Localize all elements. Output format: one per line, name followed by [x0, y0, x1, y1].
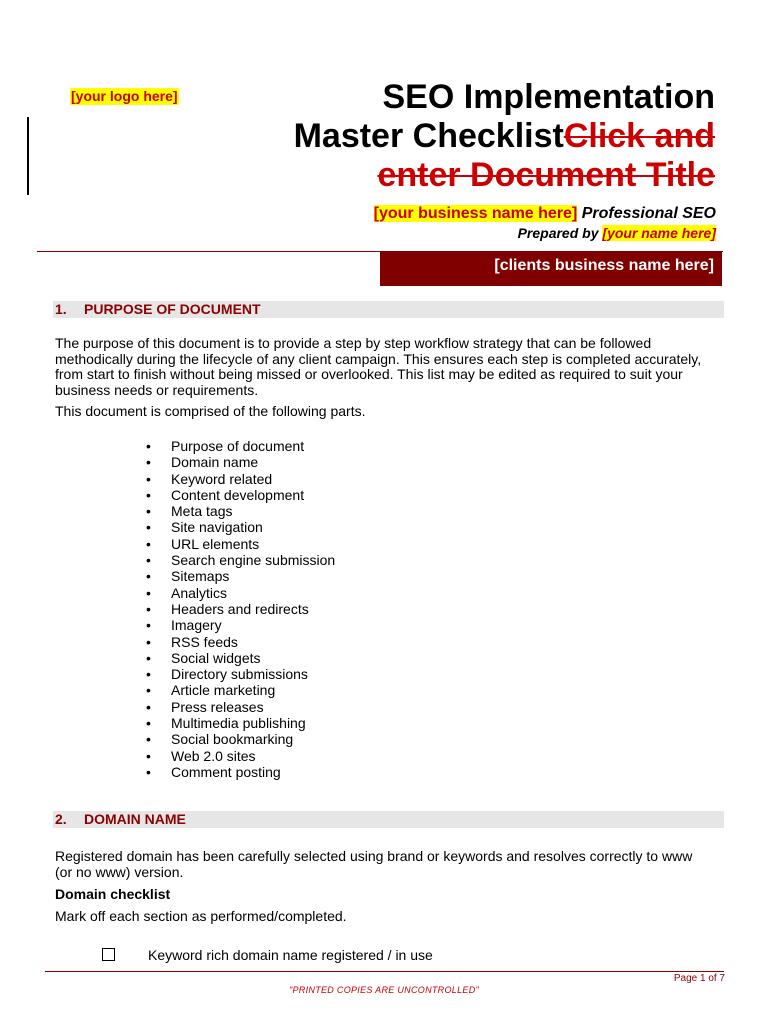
list-item: • URL elements	[145, 536, 335, 552]
list-item: • Multimedia publishing	[145, 715, 335, 731]
list-item: • Imagery	[145, 617, 335, 633]
list-item: • Web 2.0 sites	[145, 748, 335, 764]
list-item: • Meta tags	[145, 503, 335, 519]
parts-intro: This document is comprised of the following parts.	[55, 403, 366, 419]
list-item: • Directory submissions	[145, 666, 335, 682]
domain-registered-checkbox[interactable]	[102, 948, 115, 961]
list-item: • Site navigation	[145, 519, 335, 535]
checklist-instruction: Mark off each section as performed/completed.	[55, 908, 347, 924]
domain-paragraph	[55, 849, 720, 880]
list-item: • Domain name	[145, 454, 335, 470]
list-item: • Article marketing	[145, 682, 335, 698]
prepared-by-line	[518, 225, 716, 242]
purpose-line-4: business needs or requirements.	[55, 381, 259, 398]
purpose-paragraph	[55, 336, 720, 398]
list-item: • Comment posting	[145, 764, 335, 780]
prepared-by-placeholder: [your name here]	[602, 225, 716, 241]
list-item: • Search engine submission	[145, 552, 335, 568]
list-item: • RSS feeds	[145, 634, 335, 650]
list-item: • Keyword related	[145, 471, 335, 487]
client-name-banner: [clients business name here]	[380, 251, 722, 286]
purpose-line-1: The purpose of this document is to provide a step by step workflow strategy that can be followed	[55, 335, 652, 351]
page-number: Page 1 of 7	[673, 973, 725, 984]
list-item: • Press releases	[145, 699, 335, 715]
section-1-heading	[53, 301, 724, 318]
title-line-2	[235, 117, 715, 156]
logo-placeholder: [your logo here]	[71, 88, 178, 104]
title-main-part: Master Checklist	[293, 117, 564, 155]
checklist-item-label: Keyword rich domain name registered / in use	[148, 947, 433, 963]
business-suffix: Professional SEO	[577, 205, 716, 222]
business-line	[374, 204, 716, 224]
list-item: • Analytics	[145, 585, 335, 601]
section-1-title: PURPOSE OF DOCUMENT	[84, 301, 261, 317]
list-item: • Sitemaps	[145, 568, 335, 584]
list-item: • Content development	[145, 487, 335, 503]
purpose-line-3: from start to finish without being missed or overlooked. This list may be edited as required to suit your	[55, 366, 683, 382]
title-struck-placeholder-1: Click and	[563, 117, 715, 155]
prepared-by-label: Prepared by	[517, 225, 603, 241]
business-name-placeholder: [your business name here]	[373, 205, 578, 222]
document-title	[235, 78, 715, 195]
purpose-line-2: methodically during the lifecycle of any client campaign. This ensures each step is completed accurately,	[55, 350, 702, 367]
domain-line-2: (or no www) version.	[55, 863, 184, 880]
list-item: • Social widgets	[145, 650, 335, 666]
title-line-1: SEO Implementation	[382, 78, 715, 116]
footer-divider	[45, 971, 724, 972]
domain-line-1: Registered domain has been carefully selected using brand or keywords and resolves correctly to www	[55, 848, 693, 864]
title-struck-placeholder-2: enter Document Title	[377, 156, 715, 194]
section-2-title: DOMAIN NAME	[84, 811, 186, 827]
list-item: • Purpose of document	[145, 438, 335, 454]
list-item: • Headers and redirects	[145, 601, 335, 617]
section-2-heading	[53, 811, 724, 828]
parts-list	[145, 438, 335, 780]
section-2-number: 2.	[55, 811, 67, 827]
domain-checklist-title: Domain checklist	[55, 886, 171, 902]
list-item: • Social bookmarking	[145, 731, 335, 747]
section-1-number: 1.	[55, 301, 67, 317]
uncontrolled-copy-notice: "PRINTED COPIES ARE UNCONTROLLED"	[289, 985, 479, 995]
text-cursor-bar	[27, 117, 29, 195]
